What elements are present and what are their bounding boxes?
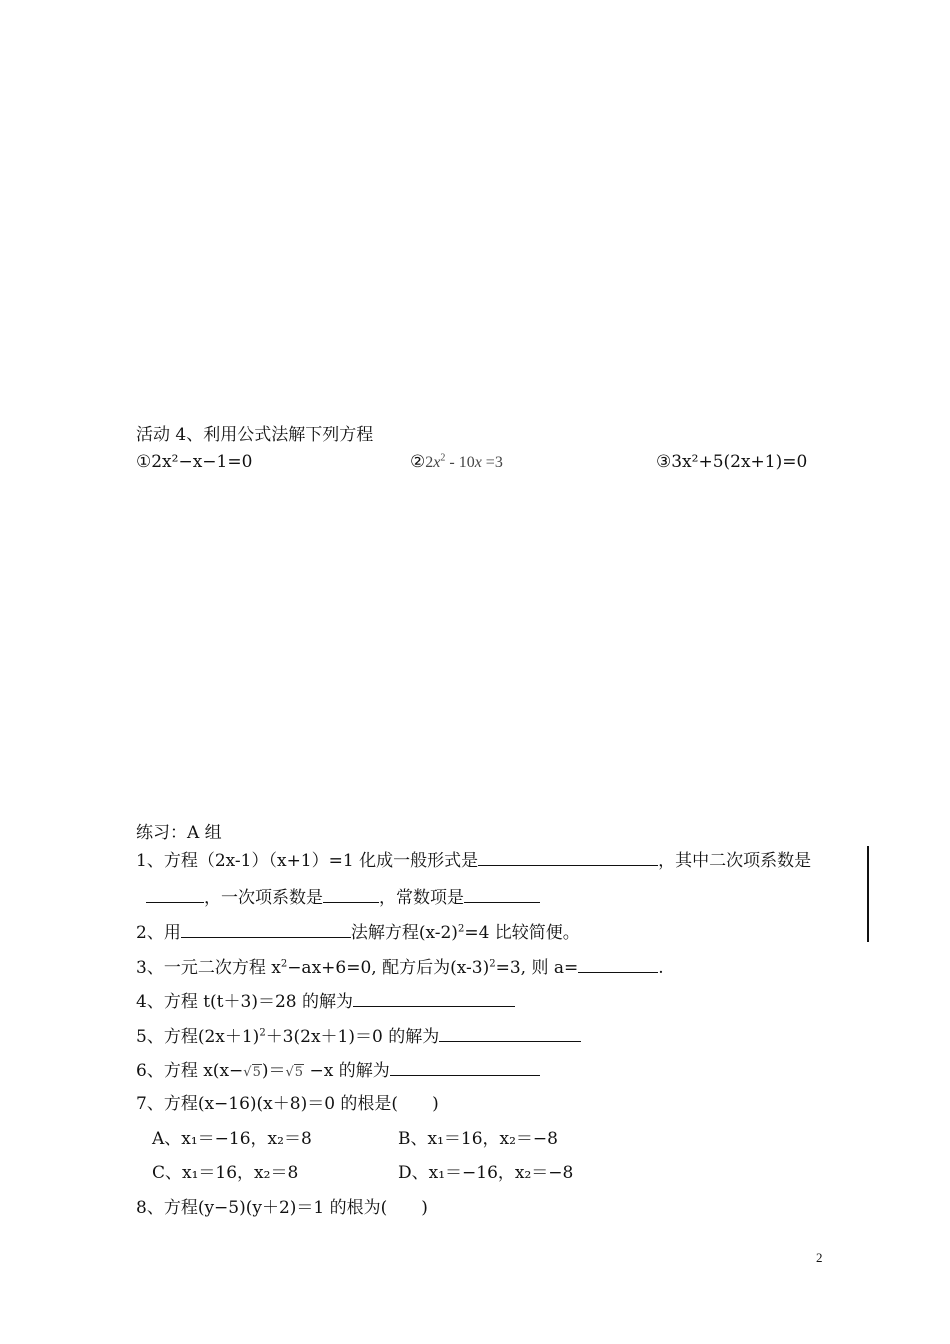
answer-blank-q1-constant[interactable]	[464, 885, 540, 903]
answer-blank-q1-linear-coef[interactable]	[323, 885, 379, 903]
answer-blank-q5[interactable]	[439, 1024, 581, 1042]
answer-blank-q1-quadratic-coef[interactable]	[146, 885, 204, 903]
question-3: 3、一元二次方程 $x^2-ax+6=0$, 配方后为$(x-3)^2=3$, 则 a= .	[136, 955, 664, 979]
answer-blank-q6[interactable]	[390, 1058, 540, 1076]
activity4-equation-3: ③3x²+5(2x+1)=0	[656, 452, 808, 472]
answer-blank-q1-general-form[interactable]	[478, 848, 658, 866]
sqrt-5-symbol: √5	[285, 1065, 304, 1080]
question-8: 8、方程(y−5)(y＋2)＝1 的根为( )	[136, 1198, 428, 1218]
activity4-equation-1: ①2x²−x−1=0	[136, 452, 253, 472]
question-7-option-b[interactable]: B、x₁＝16，x₂＝−8	[398, 1129, 558, 1149]
margin-vertical-rule	[867, 846, 869, 942]
practice-heading: 练习：A 组	[136, 823, 222, 843]
question-7-option-c[interactable]: C、x₁＝16，x₂＝8	[152, 1163, 299, 1183]
question-1: 1、方程（2x-1）（x+1）=1 化成一般形式是 ，其中二次项系数是	[136, 848, 811, 872]
page-number: 2	[816, 1250, 823, 1265]
answer-blank-q4[interactable]	[353, 989, 515, 1007]
question-7-option-a[interactable]: A、x₁＝−16，x₂＝8	[152, 1129, 312, 1149]
activity4-title: 活动 4、利用公式法解下列方程	[136, 425, 374, 445]
question-2: 2、用 法解方程$(x-2)^2=4$ 比较简便。	[136, 920, 580, 944]
activity4-equation-2	[410, 451, 503, 474]
answer-blank-q2[interactable]	[181, 920, 351, 938]
sqrt-5-symbol: √5	[243, 1065, 261, 1080]
answer-blank-q3[interactable]	[578, 955, 658, 973]
eq2-label: ②	[410, 452, 426, 472]
eq2-formula: $2x^2 - 10x =3$	[425, 452, 503, 471]
question-5: 5、方程$(2x+1)^2+3(2x+1)=0$ 的解为	[136, 1024, 581, 1048]
question-6: 6、方程 x(x−√5)＝√5 −x 的解为	[136, 1058, 540, 1084]
question-1-continued: ，一次项系数是 ，常数项是	[146, 885, 540, 909]
question-7-option-d[interactable]: D、x₁＝−16，x₂＝−8	[398, 1163, 574, 1183]
question-7: 7、方程(x−16)(x＋8)＝0 的根是( )	[136, 1094, 439, 1114]
question-4: 4、方程 t(t＋3)＝28 的解为	[136, 989, 515, 1013]
